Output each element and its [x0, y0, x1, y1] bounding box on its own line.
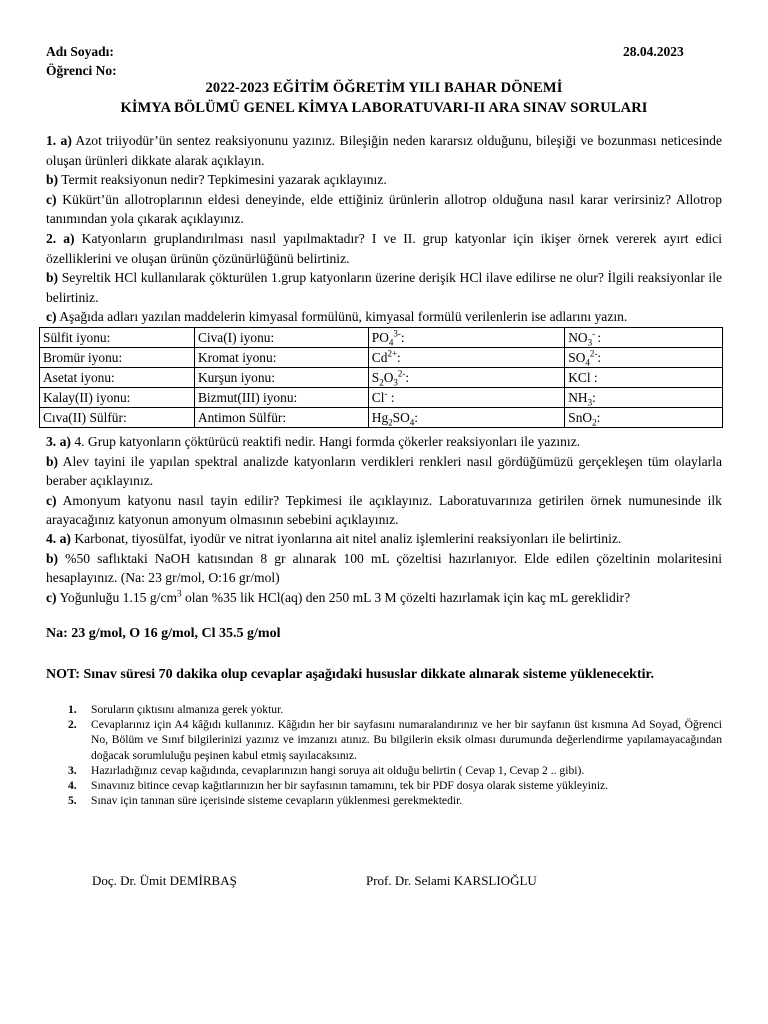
- formula-suffix: :: [597, 350, 602, 365]
- signature-right: Prof. Dr. Selami KARSLIOĞLU: [366, 873, 537, 888]
- formula-charge: 2+: [387, 348, 398, 359]
- formula-suffix: :: [590, 370, 598, 385]
- ion-name-cell: Kurşun iyonu:: [194, 368, 368, 388]
- question-1a: [46, 131, 722, 170]
- signature-left: Doç. Dr. Ümit DEMİRBAŞ: [92, 873, 237, 888]
- formula-charge: -: [592, 328, 598, 339]
- formula-base: SO: [568, 350, 586, 365]
- formula-base: PO: [371, 330, 389, 345]
- question-4a-text: Karbonat, tiyosülfat, iyodür ve nitrat iyonlarına ait nitel analiz işlemlerini reaksiyonları ile belirtiniz.: [74, 531, 622, 546]
- question-2b-label: b): [46, 270, 59, 285]
- question-4-number: 4. a): [46, 531, 71, 546]
- question-2a-text: Katyonların gruplandırılması nasıl yapılmaktadır? I ve II. grup katyonlar için ikişer örnek vererek ayırt edici özelliklerini ve oluşan ürünün çözünürlüğünü belirtiniz.: [46, 231, 722, 266]
- question-1c-text: Kükürt’ün allotroplarının eldesi deneyinde, elde ettiğiniz ürünlerin allotrop olduğuna nasıl karar verirsiniz? Allotrop tanımından yola çıkarak açıklayınız.: [46, 191, 722, 226]
- rule-text: Hazırladığınız cevap kağıdında, cevaplarınızın hangi soruya ait olduğu belirtin ( Cevap 1, Cevap 2 .. gibi).: [91, 763, 585, 777]
- question-2b-text: Seyreltik HCl kullanılarak çökturülen 1.grup katyonların üzerine derişik HCl ilave edilirse ne olur? İlgili reaksiyonlar ile belirtiniz.: [46, 270, 723, 305]
- formula-subscript: 2: [388, 417, 393, 428]
- formula-cell: [565, 368, 723, 388]
- rule-number: 5.: [68, 794, 77, 808]
- question-3a: [46, 432, 722, 452]
- question-4: [46, 529, 722, 607]
- question-3a-text: 4. Grup katyonların çöktürücü reaktifi nedir. Hangi formda çökerler reaksiyonları ile yazınız.: [74, 434, 581, 449]
- formula-cell: [565, 328, 723, 348]
- chemical-formula-table: [39, 327, 723, 428]
- formula-subscript: 3: [587, 397, 593, 408]
- question-4a: [46, 529, 722, 549]
- rule-number: 1.: [68, 703, 77, 716]
- question-2b: [46, 268, 722, 307]
- ion-name-cell: Asetat iyonu:: [40, 368, 195, 388]
- ion-name-cell: Civa(I) iyonu:: [194, 328, 368, 348]
- table-row: [40, 388, 723, 408]
- formula-base-2: SO: [392, 410, 410, 425]
- rule-item: [46, 717, 722, 763]
- formula-subscript-2: 3: [393, 377, 398, 388]
- name-label: Adı Soyadı:: [46, 44, 114, 59]
- ion-name-cell: Cıva(II) Sülfür:: [40, 408, 195, 428]
- question-3c-text: Amonyum katyonu nasıl tayin edilir? Tepkimesi ile açıklayınız. Laboratuvarınıza getirilen örnek numunesinde ilk arayacağınız katyonun amonyum olmasının sebebini açıklayınız.: [46, 492, 722, 527]
- formula-subscript-2: 4: [409, 417, 415, 428]
- formula-base: SnO: [568, 410, 593, 425]
- question-2c: [46, 307, 722, 327]
- question-4c: [46, 588, 722, 608]
- question-3b: [46, 452, 722, 491]
- formula-charge: 3-: [393, 328, 401, 339]
- question-1a-text: Azot triiyodür’ün sentez reaksiyonunu yazınız. Bileşiğin neden kararsız olduğunu, bileşiği ve bozunması neticesinde oluşan ürünleri dikkate alarak açıklayın.: [46, 133, 722, 168]
- question-4b-text: %50 saflıktaki NaOH katısından 8 gr alınarak 100 mL çözeltisi hazırlanıyor. Elde edilen çözeltinin molaritesini hesaplayınız. (Na: 23 gr/mol, O:16 gr/mol): [46, 550, 722, 585]
- ion-name-cell: Bromür iyonu:: [40, 348, 195, 368]
- question-1b-label: b): [46, 172, 59, 187]
- question-2: [46, 229, 722, 327]
- formula-cell: [368, 368, 564, 388]
- formula-base: Cd: [371, 350, 388, 365]
- student-no-label: Öğrenci No:: [46, 63, 117, 78]
- rule-item: [46, 702, 722, 717]
- question-4c-label: c): [46, 589, 57, 605]
- ion-name-cell: Antimon Sülfür:: [194, 408, 368, 428]
- exam-note: NOT: Sınav süresi 70 dakika olup cevaplar aşağıdaki hususlar dikkate alınarak sisteme yüklenecektir.: [46, 667, 654, 682]
- question-4b-label: b): [46, 550, 59, 566]
- formula-base: S: [371, 370, 380, 385]
- title-line-1: 2022-2023 EĞİTİM ÖĞRETİM YILI BAHAR DÖNEMİ: [205, 80, 563, 96]
- formula-base: Cl: [371, 390, 385, 405]
- rule-item: [46, 778, 722, 793]
- formula-charge: -: [384, 388, 388, 399]
- question-1-number: 1. a): [46, 133, 72, 148]
- question-2c-text: Aşağıda adları yazılan maddelerin kimyasal formülünü, kimyasal formülü verilenlerin ise adlarını yazın.: [59, 309, 628, 324]
- atomic-masses: Na: 23 g/mol, O 16 g/mol, Cl 35.5 g/mol: [46, 626, 281, 641]
- formula-base: Hg: [371, 410, 389, 425]
- rule-item: [46, 793, 722, 808]
- question-4c-text-end: olan %35 lik HCl(aq) den 250 mL 3 M çözelti hazırlamak için kaç mL gereklidir?: [181, 589, 631, 605]
- rule-item: [46, 763, 722, 778]
- question-2c-label: c): [46, 309, 57, 324]
- table-row: [40, 328, 723, 348]
- formula-cell: [565, 348, 723, 368]
- formula-subscript: 2: [592, 417, 597, 428]
- formula-base: KCl: [568, 370, 591, 385]
- formula-suffix: :: [405, 370, 410, 385]
- formula-subscript: 3: [587, 337, 593, 348]
- rule-text: Cevaplarınız için A4 kâğıdı kullanınız. Kâğıdın her bir sayfasını numaralandırınız ve her bir sayfanın üst kısmına Ad Soyad, Öğrenci No, Bölüm ve Sınıf bilgilerinizi yazınız ve imzanızı atınız. Bu bilgilerin eksik olması durumunda değerlendirme yapılamayacağından doğacak sorumluluğu peşinen kabul etmiş sayılacaksınız.: [91, 718, 722, 762]
- formula-suffix: :: [400, 330, 405, 345]
- question-3b-label: b): [46, 453, 59, 469]
- table-row: [40, 368, 723, 388]
- exam-date: 28.04.2023: [623, 44, 684, 59]
- question-3c: [46, 491, 722, 530]
- rule-text: Sınav için tanınan süre içerisinde sisteme cevapların yüklenmesi gerekmektedir.: [91, 794, 463, 808]
- question-1c-label: c): [46, 191, 57, 207]
- formula-subscript: 2: [379, 377, 384, 388]
- formula-suffix: :: [387, 390, 395, 405]
- question-4c-superscript: 3: [177, 587, 182, 598]
- question-4b: [46, 549, 722, 588]
- question-1c: [46, 190, 722, 229]
- formula-cell: [565, 408, 723, 428]
- rule-number: 3.: [68, 763, 77, 777]
- question-1b: [46, 170, 722, 190]
- question-2a: [46, 229, 722, 268]
- question-2-number: 2. a): [46, 231, 75, 246]
- formula-subscript: 4: [585, 357, 590, 368]
- question-3: [46, 432, 722, 530]
- question-3-number: 3. a): [46, 434, 71, 449]
- formula-suffix: :: [397, 350, 401, 365]
- formula-suffix: :: [596, 410, 601, 425]
- ion-name-cell: Kalay(II) iyonu:: [40, 388, 195, 408]
- rule-number: 4.: [68, 779, 77, 793]
- ion-name-cell: Kromat iyonu:: [194, 348, 368, 368]
- ion-name-cell: Sülfit iyonu:: [40, 328, 195, 348]
- formula-cell: [565, 388, 723, 408]
- title-line-2: KİMYA BÖLÜMÜ GENEL KİMYA LABORATUVARI-II ARA SINAV SORULARI: [120, 100, 648, 116]
- question-3c-label: c): [46, 492, 57, 508]
- question-1b-text: Termit reaksiyonun nedir? Tepkimesini yazarak açıklayınız.: [61, 172, 387, 187]
- rules-list: [46, 702, 722, 808]
- rule-text: Sınavınız bitince cevap kağıtlarınızın her bir sayfasının tamamını, tek bir PDF dosya olarak sisteme yükleyiniz.: [91, 779, 609, 793]
- question-4c-text-start: Yoğunluğu 1.15 g/cm: [59, 589, 178, 605]
- rule-number: 2.: [68, 718, 77, 732]
- formula-cell: [368, 328, 564, 348]
- formula-base-2: O: [383, 370, 394, 385]
- formula-cell: [368, 388, 564, 408]
- formula-cell: [368, 408, 564, 428]
- formula-suffix: :: [597, 330, 602, 345]
- formula-charge: 2-: [589, 348, 598, 359]
- table-row: [40, 408, 723, 428]
- ion-name-cell: Bizmut(III) iyonu:: [194, 388, 368, 408]
- rule-text: Soruların çıktısını almanıza gerek yoktur.: [91, 703, 284, 716]
- formula-charge: 2-: [397, 368, 406, 379]
- formula-suffix: :: [592, 390, 596, 405]
- question-3b-text: Alev tayini ile yapılan spektral analizde katyonların verdikleri renkleri nasıl gördüğümüzü gerçekleşen tüm olaylarla beraber açıklayınız.: [46, 453, 722, 488]
- formula-subscript: 4: [388, 337, 394, 348]
- formula-suffix: :: [414, 410, 419, 425]
- table-row: [40, 348, 723, 368]
- question-1: [46, 131, 722, 229]
- formula-cell: [368, 348, 564, 368]
- formula-base: NO: [568, 330, 588, 345]
- formula-base: NH: [568, 390, 588, 405]
